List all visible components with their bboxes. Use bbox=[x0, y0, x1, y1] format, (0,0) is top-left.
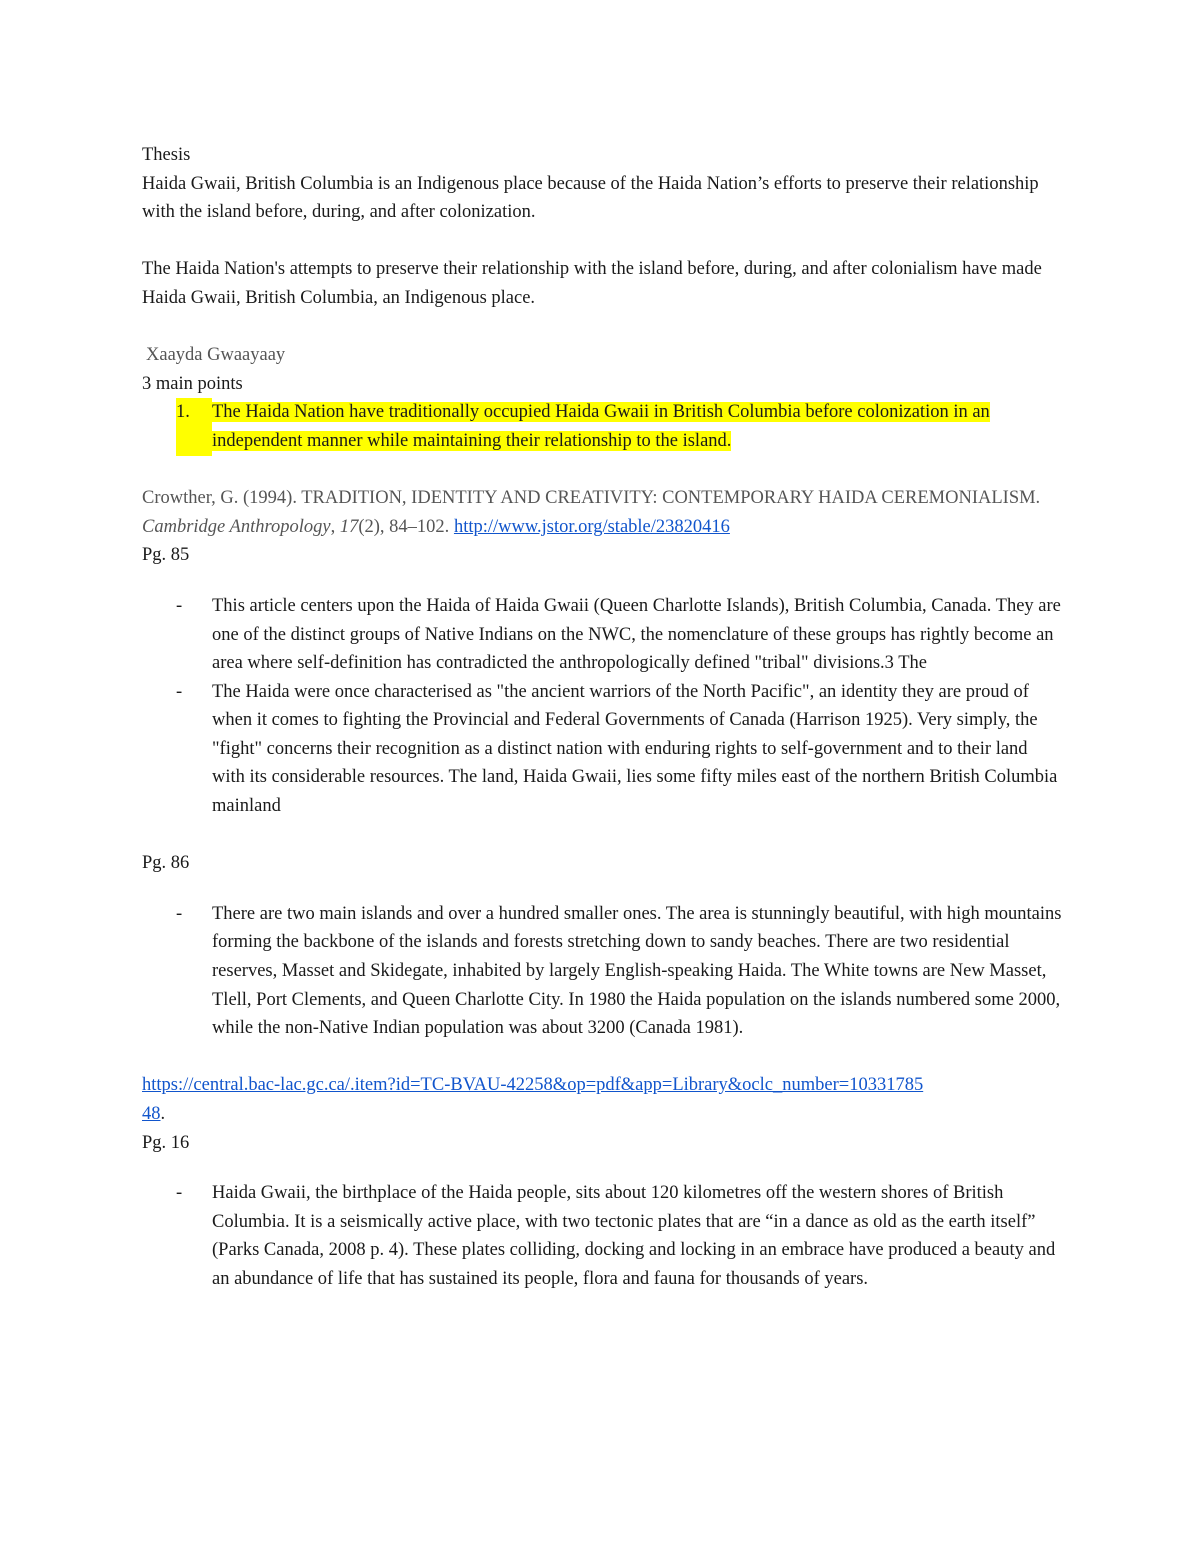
bullet-text: There are two main islands and over a hundred smaller ones. The area is stunningly beautiful, with high mountains forming the backbone of the islands and forests stretching down to sandy beaches. There are two residential reserves, Masset and Skidegate, inhabited by largely English-speaking Haida. The White towns are New Masset, Tlell, Port Clements, and Queen Charlotte City. In 1980 the Haida population on the islands numbered some 2000, while the non-Native Indian population was about 3200 (Canada 1981). bbox=[212, 903, 1062, 1039]
spacer bbox=[142, 878, 1062, 900]
thesis-heading: Thesis bbox=[142, 145, 191, 165]
page-label-86: Pg. 86 bbox=[142, 853, 190, 874]
bullet-dash: - bbox=[176, 903, 183, 924]
main-points-heading: 3 main points bbox=[142, 373, 243, 394]
main-point-text: The Haida Nation have traditionally occupied Haida Gwaii in British Columbia before colonization in an independent manner while maintaining their relationship to the island. bbox=[212, 402, 990, 451]
citation-1-issue-pages: (2), 84–102. bbox=[358, 516, 450, 537]
list-item bbox=[142, 678, 1062, 821]
spacer bbox=[142, 1157, 1062, 1179]
thesis-paragraph-1: Haida Gwaii, British Columbia is an Indigenous place because of the Haida Nation’s efforts to preserve their relationship with the island before, during, and after colonization. bbox=[142, 173, 1039, 223]
page-label-85: Pg. 85 bbox=[142, 545, 190, 566]
main-point-text-wrap bbox=[212, 398, 1062, 455]
haida-name: Xaayda Gwaayaay bbox=[146, 345, 286, 366]
citation-1-link[interactable]: http://www.jstor.org/stable/23820416 bbox=[453, 516, 730, 537]
spacer bbox=[142, 1043, 1062, 1072]
bullet-text: This article centers upon the Haida of Haida Gwaii (Queen Charlotte Islands), British Columbia, Canada. They are one of the distinct groups of Native Indians on the NWC, the nomenclature of these groups has rightly become an area where self-definition has contradicted the anthropologically defined "tribal" divisions.3 The bbox=[212, 595, 1061, 674]
bullet-text: Haida Gwaii, the birthplace of the Haida people, sits about 120 kilometres off the western shores of British Columbia. It is a seismically active place, with two tectonic plates that are “in a dance as old as the earth itself” (Parks Canada, 2008 p. 4). These plates colliding, docking and locking in an embrace have produced a beauty and an abundance of life that has sustained its people, flora and fauna for thousands of years. bbox=[212, 1183, 1056, 1289]
citation-2-link-continued[interactable]: 48 bbox=[142, 1104, 161, 1124]
bullet-dash: - bbox=[176, 681, 183, 702]
bullet-dash: - bbox=[176, 1183, 183, 1204]
main-point-number: 1. bbox=[176, 398, 212, 455]
citation-2 bbox=[142, 1071, 1062, 1128]
list-item bbox=[142, 1179, 1062, 1293]
bullet-dash: - bbox=[176, 595, 183, 616]
list-item bbox=[142, 900, 1062, 1043]
spacer bbox=[142, 227, 1062, 256]
citation-1-volume: 17 bbox=[339, 516, 359, 537]
main-point-item bbox=[142, 398, 1062, 455]
list-item bbox=[142, 592, 1062, 678]
thesis-paragraph-2: The Haida Nation's attempts to preserve their relationship with the island before, during, and after colonialism have made Haida Gwaii, British Columbia, an Indigenous place. bbox=[142, 259, 1042, 308]
bullet-text: The Haida were once characterised as "the ancient warriors of the North Pacific", an identity they are proud of when it comes to fighting the Provincial and Federal Governments of Canada (Harrison 1925). Very simply, the "fight" concerns their recognition as a distinct nation with enduring rights to self-government and to their land with its considerable resources. The land, Haida Gwaii, lies some fifty miles east of the northern British Columbia mainland bbox=[212, 681, 1058, 817]
citation-1-sep: , bbox=[330, 516, 340, 537]
spacer bbox=[142, 456, 1062, 485]
citation-2-trailing: . bbox=[160, 1104, 166, 1124]
spacer bbox=[142, 570, 1062, 592]
spacer bbox=[142, 821, 1062, 850]
page-label-16: Pg. 16 bbox=[142, 1132, 190, 1153]
spacer bbox=[142, 313, 1062, 342]
citation-1 bbox=[142, 484, 1062, 541]
citation-2-link[interactable]: https://central.bac-lac.gc.ca/.item?id=TC-BVAU-42258&op=pdf&app=Library&oclc_number=10331785 bbox=[142, 1075, 924, 1096]
citation-1-authors: Crowther, G. (1994). TRADITION, IDENTITY AND CREATIVITY: CONTEMPORARY HAIDA CEREMONIALISM. bbox=[142, 488, 1041, 509]
citation-1-journal: Cambridge Anthropology bbox=[142, 516, 331, 537]
document-body bbox=[142, 141, 1062, 1294]
